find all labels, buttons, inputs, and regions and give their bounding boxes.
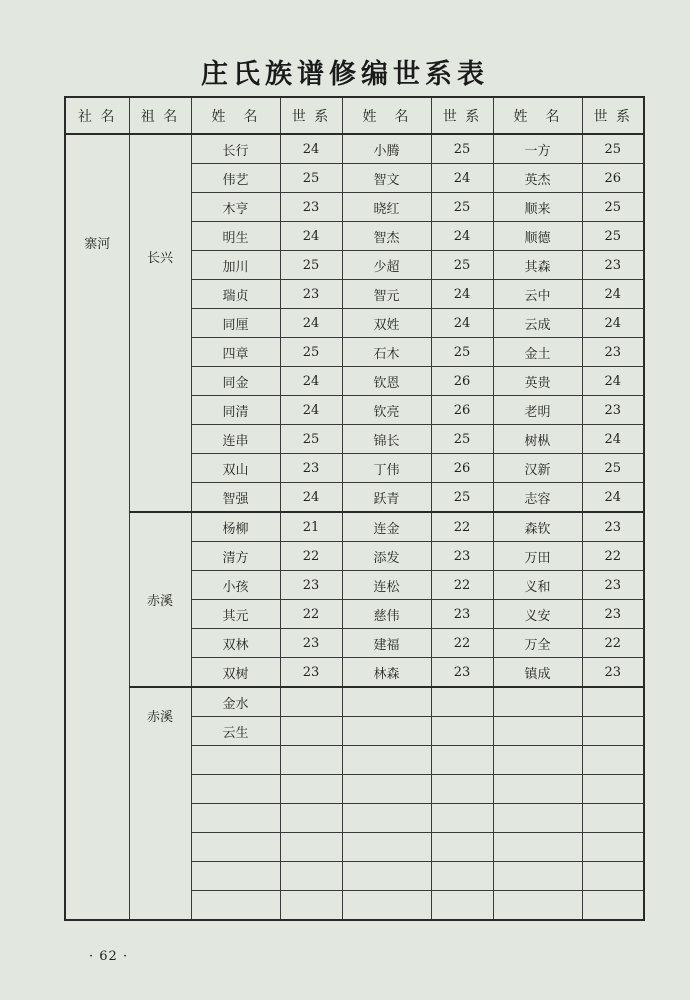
name-1-cell: 双林 bbox=[191, 629, 280, 658]
generation-1-cell: 23 bbox=[280, 658, 342, 688]
generation-1-cell: 23 bbox=[280, 571, 342, 600]
generation-1-cell: 25 bbox=[280, 425, 342, 454]
name-1-cell: 长行 bbox=[191, 134, 280, 164]
name-1-cell: 同清 bbox=[191, 396, 280, 425]
name-2-cell: 丁伟 bbox=[342, 454, 431, 483]
name-1-cell: 明生 bbox=[191, 222, 280, 251]
generation-2-cell: 24 bbox=[431, 164, 493, 193]
generation-2-cell: 25 bbox=[431, 251, 493, 280]
name-2-cell bbox=[342, 687, 431, 717]
zu-name-cell: 赤溪 bbox=[129, 512, 191, 687]
name-2-cell: 智元 bbox=[342, 280, 431, 309]
generation-3-cell bbox=[582, 717, 644, 746]
table-row bbox=[65, 687, 644, 717]
generation-1-cell bbox=[280, 833, 342, 862]
name-3-cell: 义和 bbox=[493, 571, 582, 600]
generation-1-cell: 22 bbox=[280, 542, 342, 571]
name-3-cell: 英贵 bbox=[493, 367, 582, 396]
generation-2-cell: 23 bbox=[431, 542, 493, 571]
name-2-cell bbox=[342, 775, 431, 804]
generation-3-cell: 25 bbox=[582, 454, 644, 483]
name-1-cell: 同金 bbox=[191, 367, 280, 396]
generation-2-cell: 26 bbox=[431, 454, 493, 483]
genealogy-table bbox=[64, 96, 645, 921]
generation-2-cell: 25 bbox=[431, 134, 493, 164]
generation-1-cell bbox=[280, 862, 342, 891]
generation-1-cell: 23 bbox=[280, 193, 342, 222]
name-1-cell: 同厘 bbox=[191, 309, 280, 338]
name-1-cell bbox=[191, 862, 280, 891]
generation-1-cell bbox=[280, 775, 342, 804]
name-2-cell: 石木 bbox=[342, 338, 431, 367]
generation-3-cell: 24 bbox=[582, 425, 644, 454]
generation-2-cell bbox=[431, 746, 493, 775]
name-2-cell: 钦亮 bbox=[342, 396, 431, 425]
generation-3-cell: 23 bbox=[582, 512, 644, 542]
generation-3-cell: 25 bbox=[582, 193, 644, 222]
name-3-cell: 汉新 bbox=[493, 454, 582, 483]
generation-3-cell: 23 bbox=[582, 658, 644, 688]
header-she-name: 社 名 bbox=[65, 97, 129, 134]
name-1-cell bbox=[191, 804, 280, 833]
generation-2-cell bbox=[431, 833, 493, 862]
header-name-1: 姓 名 bbox=[191, 97, 280, 134]
generation-2-cell bbox=[431, 804, 493, 833]
zu-name-cell: 赤溪 bbox=[129, 687, 191, 920]
generation-3-cell: 23 bbox=[582, 251, 644, 280]
name-3-cell: 志容 bbox=[493, 483, 582, 513]
generation-2-cell: 25 bbox=[431, 483, 493, 513]
generation-3-cell bbox=[582, 891, 644, 921]
generation-3-cell bbox=[582, 833, 644, 862]
generation-1-cell: 24 bbox=[280, 134, 342, 164]
name-3-cell bbox=[493, 891, 582, 921]
generation-1-cell: 24 bbox=[280, 483, 342, 513]
name-1-cell: 清方 bbox=[191, 542, 280, 571]
name-3-cell: 金土 bbox=[493, 338, 582, 367]
generation-3-cell bbox=[582, 687, 644, 717]
name-3-cell bbox=[493, 833, 582, 862]
generation-2-cell: 25 bbox=[431, 338, 493, 367]
name-3-cell bbox=[493, 717, 582, 746]
table-row bbox=[65, 134, 644, 164]
generation-2-cell bbox=[431, 717, 493, 746]
name-3-cell: 树枞 bbox=[493, 425, 582, 454]
generation-1-cell bbox=[280, 891, 342, 921]
generation-2-cell: 22 bbox=[431, 629, 493, 658]
generation-1-cell: 24 bbox=[280, 367, 342, 396]
generation-2-cell: 22 bbox=[431, 512, 493, 542]
header-name-3: 姓 名 bbox=[493, 97, 582, 134]
generation-1-cell bbox=[280, 746, 342, 775]
name-2-cell: 小腾 bbox=[342, 134, 431, 164]
name-1-cell: 双山 bbox=[191, 454, 280, 483]
generation-3-cell: 23 bbox=[582, 571, 644, 600]
name-2-cell: 双姓 bbox=[342, 309, 431, 338]
name-3-cell: 英杰 bbox=[493, 164, 582, 193]
name-2-cell bbox=[342, 746, 431, 775]
generation-1-cell: 24 bbox=[280, 396, 342, 425]
generation-1-cell: 25 bbox=[280, 338, 342, 367]
she-name-cell: 寨河 bbox=[65, 134, 129, 920]
generation-3-cell: 25 bbox=[582, 134, 644, 164]
generation-1-cell: 25 bbox=[280, 251, 342, 280]
name-1-cell: 瑞贞 bbox=[191, 280, 280, 309]
generation-3-cell bbox=[582, 862, 644, 891]
name-1-cell: 金水 bbox=[191, 687, 280, 717]
generation-3-cell bbox=[582, 775, 644, 804]
name-2-cell: 智杰 bbox=[342, 222, 431, 251]
name-1-cell: 双树 bbox=[191, 658, 280, 688]
name-1-cell: 四章 bbox=[191, 338, 280, 367]
name-2-cell: 跃青 bbox=[342, 483, 431, 513]
generation-2-cell bbox=[431, 862, 493, 891]
generation-3-cell: 24 bbox=[582, 367, 644, 396]
name-3-cell: 万全 bbox=[493, 629, 582, 658]
name-2-cell bbox=[342, 717, 431, 746]
generation-3-cell: 23 bbox=[582, 396, 644, 425]
name-1-cell: 云生 bbox=[191, 717, 280, 746]
generation-3-cell: 22 bbox=[582, 542, 644, 571]
generation-1-cell: 24 bbox=[280, 309, 342, 338]
header-generation-2: 世 系 bbox=[431, 97, 493, 134]
name-3-cell: 万田 bbox=[493, 542, 582, 571]
name-1-cell: 智强 bbox=[191, 483, 280, 513]
name-2-cell: 建福 bbox=[342, 629, 431, 658]
generation-1-cell bbox=[280, 804, 342, 833]
header-row bbox=[65, 97, 644, 134]
generation-2-cell: 25 bbox=[431, 425, 493, 454]
name-3-cell bbox=[493, 804, 582, 833]
name-3-cell: 森钦 bbox=[493, 512, 582, 542]
name-2-cell: 智文 bbox=[342, 164, 431, 193]
generation-3-cell: 23 bbox=[582, 600, 644, 629]
page-number: · 62 · bbox=[89, 949, 129, 964]
header-zu-name: 祖 名 bbox=[129, 97, 191, 134]
generation-2-cell bbox=[431, 891, 493, 921]
name-1-cell bbox=[191, 746, 280, 775]
generation-2-cell bbox=[431, 687, 493, 717]
generation-3-cell bbox=[582, 804, 644, 833]
name-2-cell: 连松 bbox=[342, 571, 431, 600]
name-1-cell: 连串 bbox=[191, 425, 280, 454]
name-1-cell: 小孩 bbox=[191, 571, 280, 600]
generation-2-cell: 24 bbox=[431, 222, 493, 251]
generation-2-cell: 26 bbox=[431, 367, 493, 396]
name-1-cell: 加川 bbox=[191, 251, 280, 280]
name-2-cell: 慈伟 bbox=[342, 600, 431, 629]
generation-1-cell: 23 bbox=[280, 280, 342, 309]
name-2-cell bbox=[342, 833, 431, 862]
table-row bbox=[65, 512, 644, 542]
generation-1-cell bbox=[280, 687, 342, 717]
generation-2-cell: 24 bbox=[431, 309, 493, 338]
generation-2-cell: 24 bbox=[431, 280, 493, 309]
header-generation-3: 世 系 bbox=[582, 97, 644, 134]
name-1-cell bbox=[191, 833, 280, 862]
generation-3-cell: 24 bbox=[582, 309, 644, 338]
name-2-cell: 晓红 bbox=[342, 193, 431, 222]
name-3-cell: 一方 bbox=[493, 134, 582, 164]
name-3-cell: 镇成 bbox=[493, 658, 582, 688]
generation-3-cell: 25 bbox=[582, 222, 644, 251]
generation-3-cell: 24 bbox=[582, 483, 644, 513]
name-3-cell: 顺来 bbox=[493, 193, 582, 222]
header-generation-1: 世 系 bbox=[280, 97, 342, 134]
generation-1-cell: 21 bbox=[280, 512, 342, 542]
generation-2-cell: 23 bbox=[431, 658, 493, 688]
zu-name-cell: 长兴 bbox=[129, 134, 191, 512]
generation-2-cell: 23 bbox=[431, 600, 493, 629]
name-1-cell: 杨柳 bbox=[191, 512, 280, 542]
generation-2-cell: 26 bbox=[431, 396, 493, 425]
name-2-cell: 连金 bbox=[342, 512, 431, 542]
table-body bbox=[65, 134, 644, 920]
generation-2-cell: 25 bbox=[431, 193, 493, 222]
generation-1-cell: 24 bbox=[280, 222, 342, 251]
generation-2-cell bbox=[431, 775, 493, 804]
name-2-cell bbox=[342, 804, 431, 833]
name-3-cell: 云中 bbox=[493, 280, 582, 309]
name-3-cell: 义安 bbox=[493, 600, 582, 629]
generation-3-cell: 26 bbox=[582, 164, 644, 193]
generation-1-cell bbox=[280, 717, 342, 746]
generation-3-cell bbox=[582, 746, 644, 775]
name-3-cell bbox=[493, 862, 582, 891]
name-1-cell: 木亨 bbox=[191, 193, 280, 222]
generation-1-cell: 25 bbox=[280, 164, 342, 193]
name-2-cell: 锦长 bbox=[342, 425, 431, 454]
name-1-cell: 伟艺 bbox=[191, 164, 280, 193]
page-title: 庄氏族谱修编世系表 bbox=[201, 59, 489, 90]
header-name-2: 姓 名 bbox=[342, 97, 431, 134]
name-3-cell bbox=[493, 687, 582, 717]
generation-3-cell: 24 bbox=[582, 280, 644, 309]
generation-1-cell: 23 bbox=[280, 629, 342, 658]
generation-3-cell: 23 bbox=[582, 338, 644, 367]
name-2-cell: 林森 bbox=[342, 658, 431, 688]
name-3-cell bbox=[493, 775, 582, 804]
name-3-cell bbox=[493, 746, 582, 775]
generation-1-cell: 23 bbox=[280, 454, 342, 483]
name-3-cell: 其森 bbox=[493, 251, 582, 280]
name-1-cell bbox=[191, 891, 280, 921]
name-3-cell: 老明 bbox=[493, 396, 582, 425]
name-2-cell bbox=[342, 862, 431, 891]
name-2-cell: 钦恩 bbox=[342, 367, 431, 396]
name-2-cell bbox=[342, 891, 431, 921]
name-3-cell: 云成 bbox=[493, 309, 582, 338]
generation-1-cell: 22 bbox=[280, 600, 342, 629]
name-2-cell: 添发 bbox=[342, 542, 431, 571]
name-3-cell: 顺德 bbox=[493, 222, 582, 251]
name-1-cell: 其元 bbox=[191, 600, 280, 629]
generation-3-cell: 22 bbox=[582, 629, 644, 658]
name-2-cell: 少超 bbox=[342, 251, 431, 280]
generation-2-cell: 22 bbox=[431, 571, 493, 600]
name-1-cell bbox=[191, 775, 280, 804]
